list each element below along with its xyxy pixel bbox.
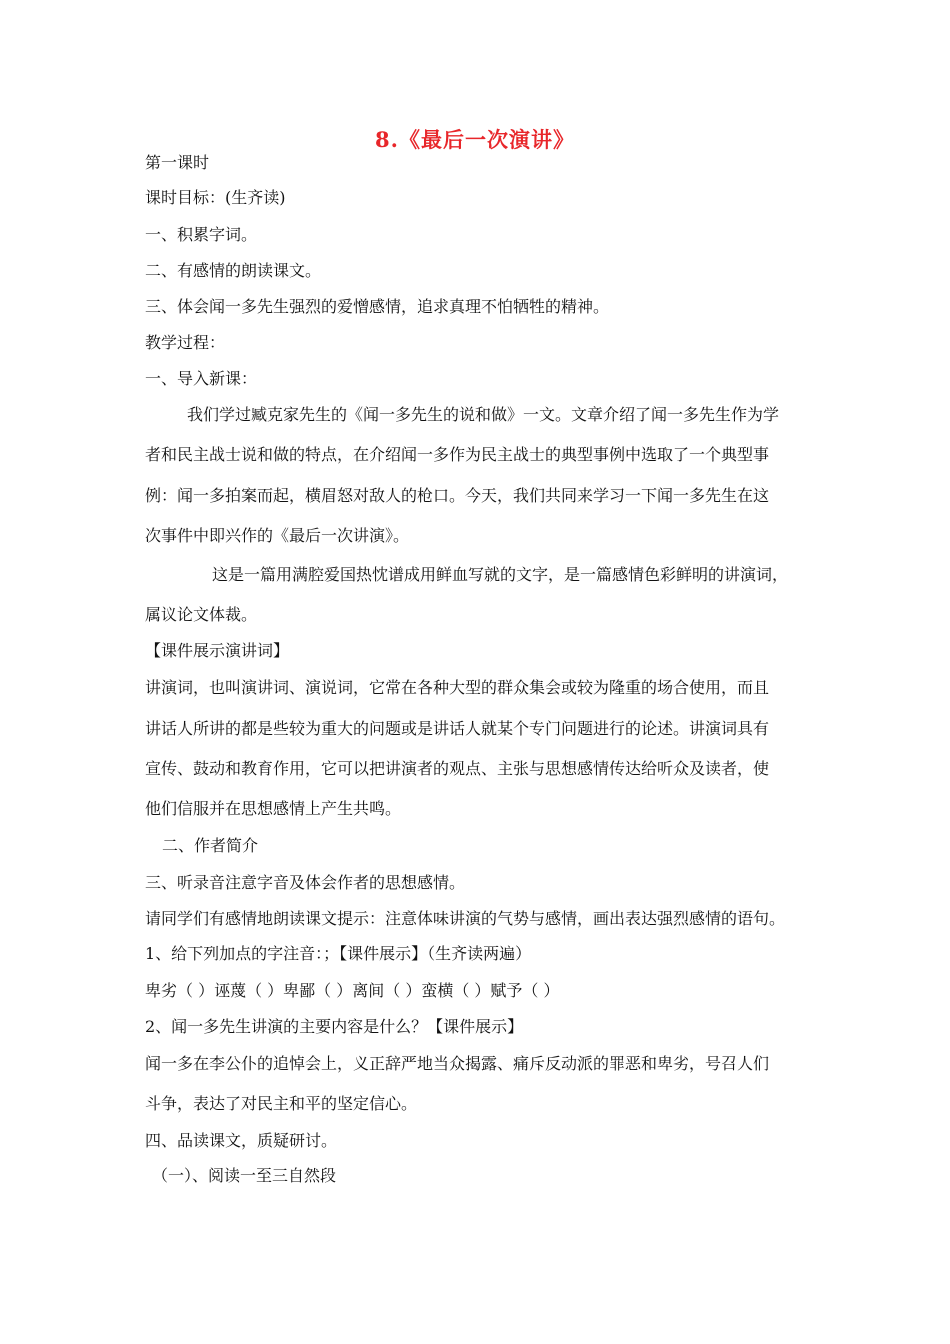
objective-3: 三、体会闻一多先生强烈的爱憎感情，追求真理不怕牺牲的精神。 [145, 297, 610, 316]
speech-description-line: 属议论文体裁。 [145, 605, 258, 624]
question-2: 2、闻一多先生讲演的主要内容是什么？【课件展示】 [145, 1017, 524, 1036]
intro-paragraph-line: 次事件中即兴作的《最后一次讲演》。 [145, 526, 410, 545]
speech-definition-line: 他们信服并在思想感情上产生共鸣。 [145, 799, 402, 818]
speech-definition-line: 讲话人所讲的都是些较为重大的问题或是讲话人就某个专门问题进行的论述。讲演词具有 [145, 719, 770, 738]
intro-paragraph-line: 例：闻一多拍案而起，横眉怒对敌人的枪口。今天，我们共同来学习一下闻一多先生在这 [145, 486, 770, 505]
speech-description-line: 这是一篇用满腔爱国热忱谱成用鲜血写就的文字，是一篇感情色彩鲜明的讲演词， [212, 565, 789, 584]
section-author-heading: 二、作者简介 [162, 836, 259, 855]
section-listen-heading: 三、听录音注意字音及体会作者的思想感情。 [145, 873, 466, 892]
pronunciation-blanks: 卑劣（ ）诬蔑（ ）卑鄙（ ）离间（ ）蛮横（ ）赋予（ ） [145, 981, 560, 1000]
speech-definition-line: 宣传、鼓动和教育作用，它可以把讲演者的观点、主张与思想感情传达给听众及读者，使 [145, 759, 770, 778]
lesson-objectives-heading: 课时目标：(生齐读) [145, 188, 286, 207]
section-study-heading: 四、品读课文，质疑研讨。 [145, 1131, 338, 1150]
answer-line: 闻一多在李公仆的追悼会上，义正辞严地当众揭露、痛斥反动派的罪恶和卑劣，号召人们 [145, 1054, 770, 1073]
subsection-heading: （一）、阅读一至三自然段 [152, 1166, 337, 1185]
intro-paragraph-line: 我们学过臧克家先生的《闻一多先生的说和做》一文。文章介绍了闻一多先生作为学 [187, 405, 780, 424]
document-title: 8.《最后一次演讲》 [375, 127, 575, 152]
intro-paragraph-line: 者和民主战士说和做的特点，在介绍闻一多作为民主战士的典型事例中选取了一个典型事 [145, 445, 770, 464]
section-intro-heading: 一、导入新课： [145, 369, 258, 388]
courseware-speech-label: 【课件展示演讲词】 [145, 641, 290, 660]
question-1: 1、给下列加点的字注音：；【课件展示】（生齐读两遍） [145, 944, 532, 963]
answer-line: 斗争，表达了对民主和平的坚定信心。 [145, 1094, 418, 1113]
teaching-process-heading: 教学过程： [145, 333, 226, 352]
reading-prompt: 请同学们有感情地朗读课文提示：注意体味讲演的气势与感情，画出表达强烈感情的语句。 [145, 909, 786, 928]
objective-2: 二、有感情的朗读课文。 [145, 261, 322, 280]
lesson-period: 第一课时 [145, 153, 210, 172]
speech-definition-line: 讲演词，也叫演讲词、演说词，它常在各种大型的群众集会或较为隆重的场合使用，而且 [145, 678, 770, 697]
objective-1: 一、积累字词。 [145, 225, 258, 244]
